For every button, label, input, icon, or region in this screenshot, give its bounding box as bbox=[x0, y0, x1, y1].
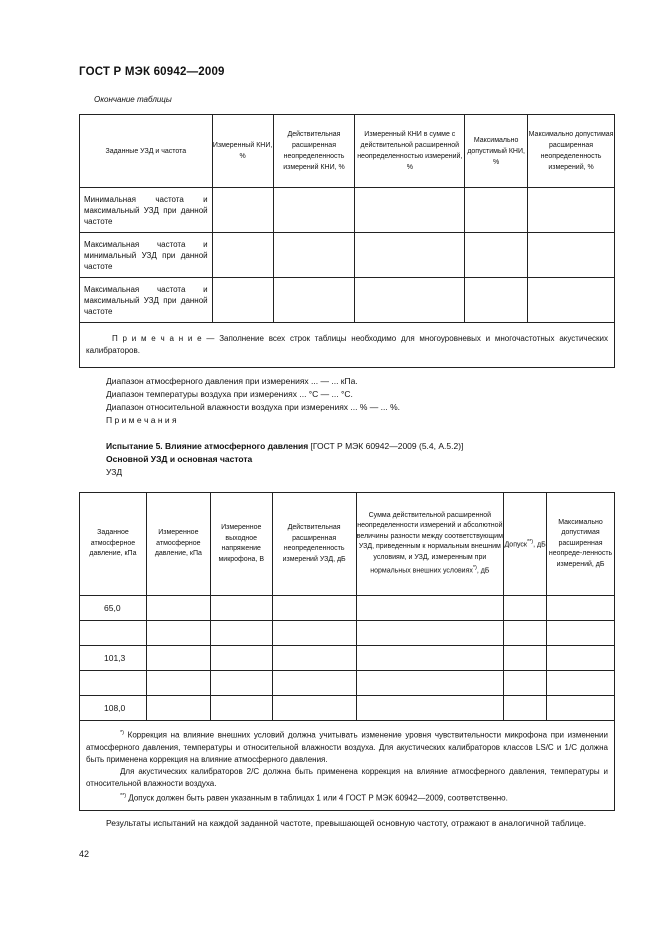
table-header-row bbox=[80, 115, 615, 188]
pressure-value: 101,3 bbox=[80, 646, 147, 671]
document-title: ГОСТ Р МЭК 60942—2009 bbox=[79, 66, 225, 78]
pressure-value: 108,0 bbox=[80, 696, 147, 721]
table-row bbox=[80, 278, 615, 323]
column-header: Измеренное атмосферное давление, кПа bbox=[146, 493, 210, 596]
pressure-range: Диапазон атмосферного давления при измерениях ... — ... кПа. bbox=[106, 376, 358, 386]
table-header-row bbox=[80, 493, 615, 596]
column-header: Максимально допустимый КНИ, % bbox=[465, 115, 528, 188]
row-label: Максимальная частота и максимальный УЗД при данной частоте bbox=[80, 278, 213, 323]
table-row bbox=[80, 188, 615, 233]
footnote-1: *) Коррекция на влияние внешних условий должна учитывать изменение уровня чувствительности микрофона при изменении атмосферного давления, температуры и относительной влажности воздуха. Для акустических калибраторов классов LS/C и 1/C должна быть применена коррекция на влияние атмосферного давления. bbox=[86, 730, 608, 764]
humidity-range: Диапазон относительной влажности воздуха при измерениях ... % — ... %. bbox=[106, 402, 401, 412]
notes-label: П р и м е ч а н и я bbox=[106, 415, 177, 425]
column-header: Измеренный КНИ, % bbox=[212, 115, 273, 188]
table-note-row bbox=[80, 323, 615, 368]
closing-paragraph: Результаты испытаний на каждой заданной частоте, превышающей основную частоту, отражают в аналогичной таблице. bbox=[106, 818, 587, 828]
column-header: Действительная расширенная неопределенность измерений КНИ, % bbox=[273, 115, 355, 188]
column-header: Максимально допустимая расширенная неопределенность измерений, % bbox=[528, 115, 615, 188]
footnote-1-continued: Для акустических калибраторов 2/C должна быть применена коррекция на влияние атмосферного давления, температуры и относительной влажности воздуха. bbox=[86, 766, 608, 788]
note-text: — Заполнение всех строк таблицы необходимо для многоуровневых и многочастотных акустических калибраторов. bbox=[86, 334, 608, 355]
page-number: 42 bbox=[79, 849, 90, 859]
column-header: Заданные УЗД и частота bbox=[80, 115, 213, 188]
row-label: Минимальная частота и максимальный УЗД при данной частоте bbox=[80, 188, 213, 233]
table-row bbox=[80, 233, 615, 278]
test-subtitle: Основной УЗД и основная частота bbox=[106, 454, 253, 464]
table-footnotes bbox=[80, 721, 615, 811]
distortion-table bbox=[79, 114, 615, 368]
test-title-bold: Испытание 5. Влияние атмосферного давления bbox=[106, 441, 309, 451]
pressure-value bbox=[80, 621, 147, 646]
temperature-range: Диапазон температуры воздуха при измерениях ... °С — ... °С. bbox=[106, 389, 353, 399]
column-header: Сумма действительной расширенной неопределенности измерений и абсолютной величины разности между соответствующим УЗД, приведенным к нормальным внешним условиям, и УЗД, измеренным при нормальных внешних условиях*), дБ bbox=[356, 493, 504, 596]
note-label: П р и м е ч а н и е bbox=[112, 334, 202, 343]
column-header: Заданное атмосферное давление, кПа bbox=[80, 493, 147, 596]
pressure-table bbox=[79, 492, 615, 811]
row-label: Максимальная частота и минимальный УЗД при данной частоте bbox=[80, 233, 213, 278]
table-row bbox=[80, 696, 615, 721]
test-title-ref: [ГОСТ Р МЭК 60942—2009 (5.4, А.5.2)] bbox=[308, 441, 464, 451]
column-header: Измеренное выходное напряжение микрофона, В bbox=[210, 493, 272, 596]
column-header: Действительная расширенная неопределенность измерений УЗД, дБ bbox=[272, 493, 356, 596]
table-row bbox=[80, 646, 615, 671]
column-header: Допуск**), дБ bbox=[504, 493, 547, 596]
test-title bbox=[106, 440, 463, 453]
table-row bbox=[80, 596, 615, 621]
table-caption: Окончание таблицы bbox=[94, 95, 172, 104]
footnote-2: **) Допуск должен быть равен указанным в таблицах 1 или 4 ГОСТ Р МЭК 60942—2009, соответственно. bbox=[120, 792, 508, 803]
pressure-value bbox=[80, 671, 147, 696]
pressure-value: 65,0 bbox=[80, 596, 147, 621]
table-footnote-row bbox=[80, 721, 615, 811]
column-header: Измеренный КНИ в сумме с действительной расширенной неопределенностью измерений, % bbox=[355, 115, 465, 188]
column-header: Максимально допустимая расширенная неопреде-ленность измерений, дБ bbox=[547, 493, 615, 596]
test-subsubtitle: УЗД bbox=[106, 467, 123, 477]
table-note bbox=[80, 323, 615, 368]
table-row bbox=[80, 621, 615, 646]
table-row bbox=[80, 671, 615, 696]
